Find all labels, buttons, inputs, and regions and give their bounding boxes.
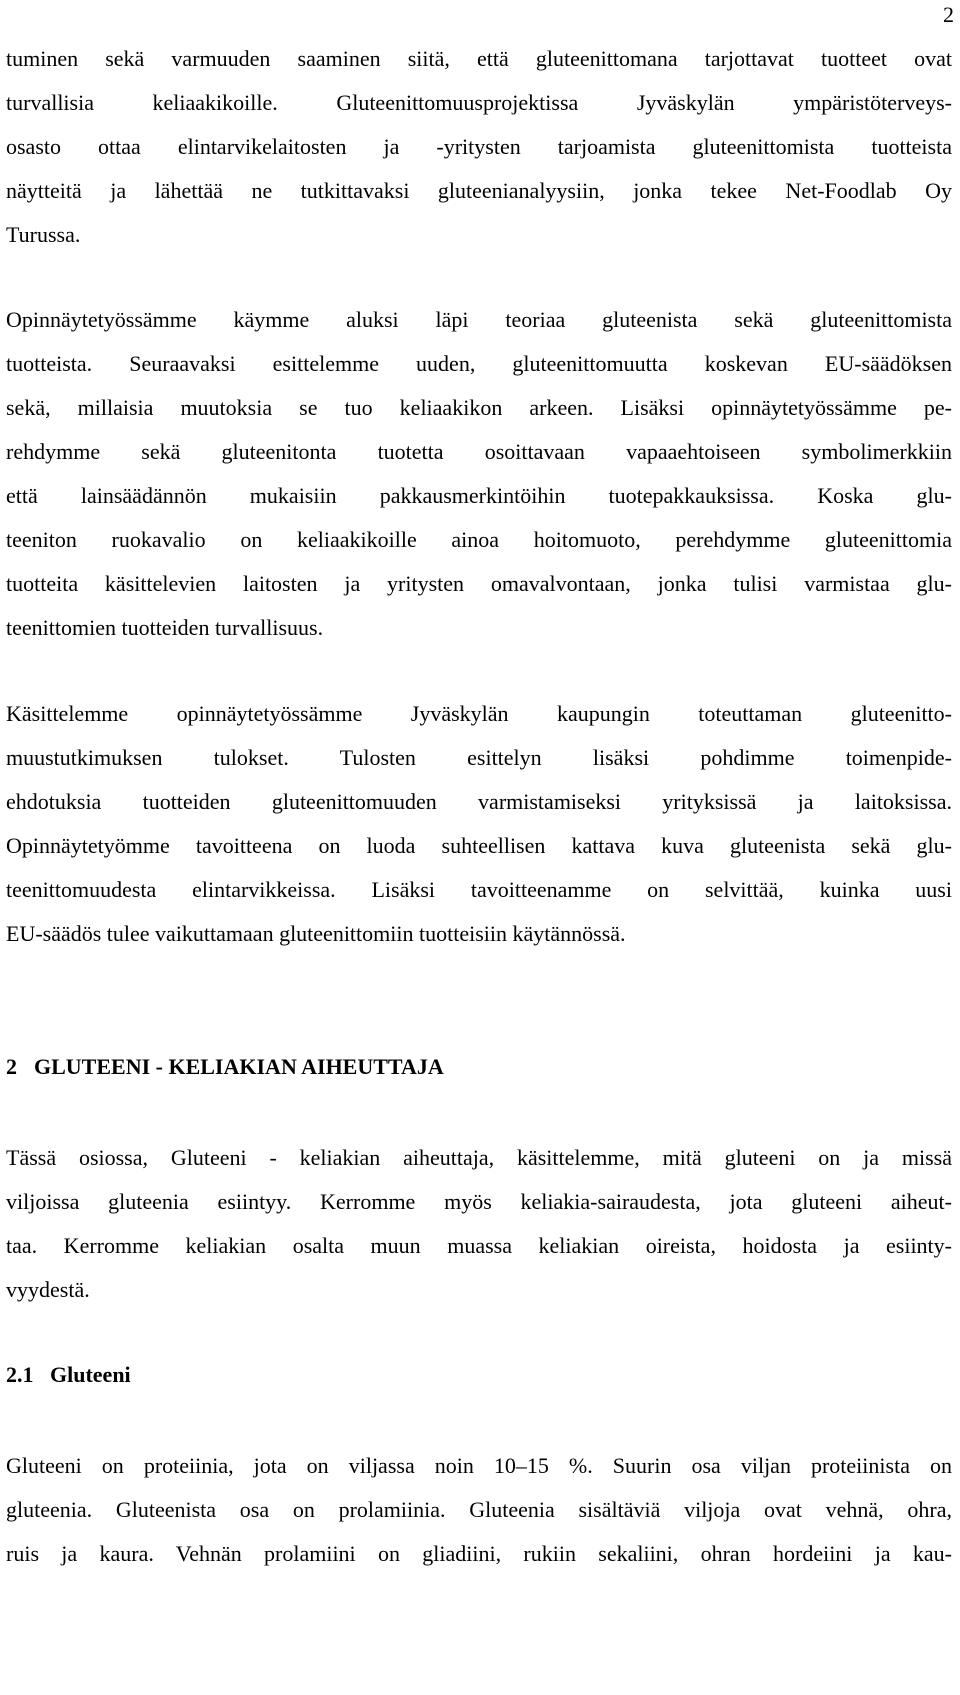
text-line: että lainsäädännön mukaisiin pakkausmerkintöihin tuotepakkauksissa. Koska glu- [6,483,952,508]
text-line: tuotteista. Seuraavaksi esittelemme uuden, gluteenittomuutta koskevan EU-säädöksen [6,351,952,376]
text-line: näytteitä ja lähettää ne tutkittavaksi gluteenianalyysiin, jonka tekee Net-Foodlab Oy [6,178,952,203]
subsection-number: 2.1 [6,1362,34,1387]
text-line: sekä, millaisia muutoksia se tuo keliaakikon arkeen. Lisäksi opinnäytetyössämme pe- [6,395,952,420]
text-line: gluteenia. Gluteenista osa on prolamiinia. Gluteenia sisältäviä viljoja ovat vehnä, ohra, [6,1497,952,1522]
text-line: ehdotuksia tuotteiden gluteenittomuuden varmistamiseksi yrityksissä ja laitoksissa. [6,789,952,814]
text-line: taa. Kerromme keliakian osalta muun muassa keliakian oireista, hoidosta ja esiinty- [6,1233,952,1258]
paragraph-gluten-definition [6,1444,952,1576]
subsection-title: Gluteeni [50,1362,131,1387]
text-line: tuotteita käsittelevien laitosten ja yritysten omavalvontaan, jonka tulisi varmistaa glu- [6,571,952,596]
text-line: vyydestä. [6,1277,90,1302]
section-number: 2 [6,1054,17,1079]
paragraph-thesis-goals [6,692,952,956]
text-line: ruis ja kaura. Vehnän prolamiini on gliadiini, rukiin sekaliini, ohran hordeiini ja kau- [6,1541,952,1566]
text-line: Opinnäytetyössämme käymme aluksi läpi teoriaa gluteenista sekä gluteenittomista [6,307,952,332]
text-line: teenittomuudesta elintarvikkeissa. Lisäksi tavoitteenamme on selvittää, kuinka uusi [6,877,952,902]
text-line: rehdymme sekä gluteenitonta tuotetta osoittavaan vapaaehtoiseen symbolimerkkiin [6,439,952,464]
text-line: muustutkimuksen tulokset. Tulosten esittelyn lisäksi pohdimme toimenpide- [6,745,952,770]
subsection-heading [6,1360,131,1390]
text-line: teeniton ruokavalio on keliaakikoille ainoa hoitomuoto, perehdymme gluteenittomia [6,527,952,552]
text-line: Turussa. [6,222,81,247]
text-line: tuminen sekä varmuuden saaminen siitä, että gluteenittomana tarjottavat tuotteet ovat [6,46,952,71]
text-line: Opinnäytetyömme tavoitteena on luoda suhteellisen kattava kuva gluteenista sekä glu- [6,833,952,858]
section-title: GLUTEENI - KELIAKIAN AIHEUTTAJA [34,1054,444,1079]
text-line: Gluteeni on proteiinia, jota on viljassa noin 10–15 %. Suurin osa viljan proteiinista on [6,1453,952,1478]
paragraph-section-intro [6,1136,952,1312]
text-line: EU-säädös tulee vaikuttamaan gluteenittomiin tuotteisiin käytännössä. [6,921,626,946]
text-line: turvallisia keliaakikoille. Gluteenittomuusprojektissa Jyväskylän ympäristöterveys- [6,90,952,115]
text-line: viljoissa gluteenia esiintyy. Kerromme myös keliakia-sairaudesta, jota gluteeni aiheut- [6,1189,952,1214]
text-line: Käsittelemme opinnäytetyössämme Jyväskylän kaupungin toteuttaman gluteenitto- [6,701,952,726]
text-line: teenittomien tuotteiden turvallisuus. [6,615,324,640]
text-line: Tässä osiossa, Gluteeni - keliakian aiheuttaja, käsittelemme, mitä gluteeni on ja missä [6,1145,952,1170]
page-number: 2 [943,2,954,27]
text-line: osasto ottaa elintarvikelaitosten ja -yritysten tarjoamista gluteenittomista tuotteista [6,134,952,159]
paragraph-intro-continuation [6,37,952,257]
section-heading [6,1052,444,1082]
paragraph-thesis-overview [6,298,952,650]
